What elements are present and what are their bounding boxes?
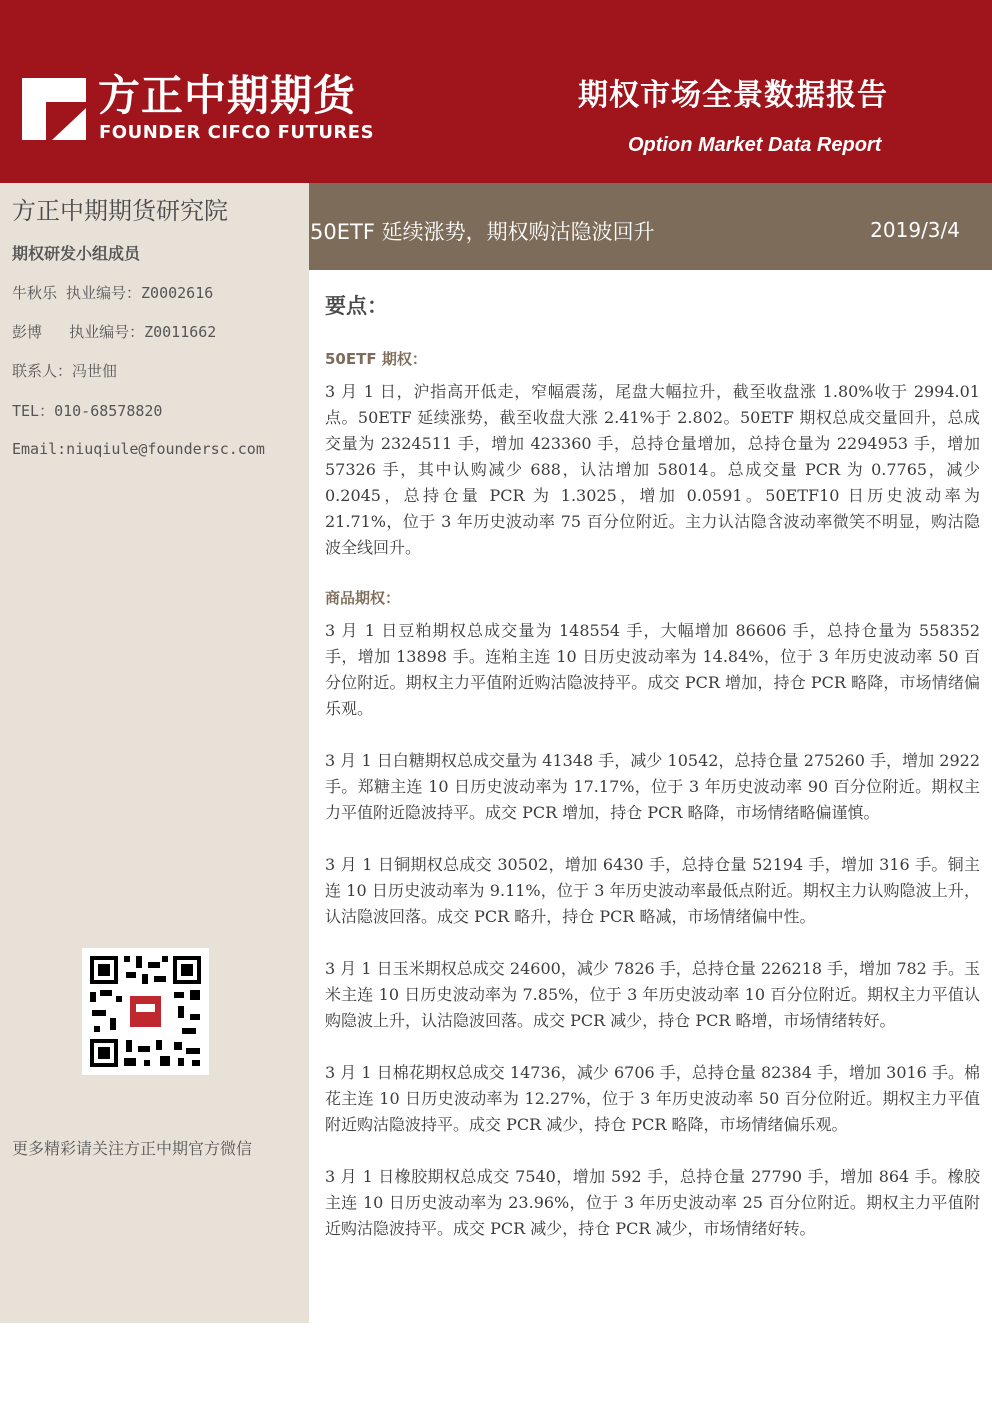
team-title: 期权研发小组成员 bbox=[12, 244, 141, 263]
report-header bbox=[0, 0, 992, 183]
commodity-paragraph: 3 月 1 日棉花期权总成交 14736，减少 6706 手，总持仓量 82384 手，增加 3016 手。棉花主连 10 日历史波动率为 12.27%，位于 3 年历史波动率 50 百分位附近。期权主力平值附近购沽隐波持平。成交 PCR 减少，持仓 PCR 略降，市场情绪偏乐观。 bbox=[325, 1063, 980, 1134]
brand-name-cn: 方正中期期货 bbox=[98, 71, 357, 120]
etf-section-heading: 50ETF 期权： bbox=[325, 350, 427, 368]
commodity-paragraph: 3 月 1 日玉米期权总成交 24600，减少 7826 手，总持仓量 226218 手，增加 782 手。玉米主连 10 日历史波动率为 7.85%，位于 3 年历史波动率 10 百分位附近。期权主力平值认购隐波上升，认沽隐波回落。成交 PCR 减少，持仓 PCR 略增，市场情绪转好。 bbox=[325, 959, 980, 1030]
report-headline: 50ETF 延续涨势，期权购沽隐波回升 bbox=[310, 220, 655, 244]
main-content bbox=[325, 290, 980, 1268]
team-member: 彭博 执业编号：Z0011662 bbox=[12, 323, 217, 341]
contact-email[interactable]: Email:niuqiule@foundersc.com bbox=[12, 440, 265, 458]
qr-code-icon bbox=[82, 948, 209, 1075]
commodity-paragraph: 3 月 1 日白糖期权总成交量为 41348 手，减少 10542，总持仓量 275260 手，增加 2922 手。郑糖主连 10 日历史波动率为 17.17%，位于 3 年历史波动率 90 百分位附近。期权主力平值附近隐波持平。成交 PCR 增加，持仓 PCR 略降，市场情绪略偏谨慎。 bbox=[325, 751, 980, 822]
report-title-cn: 期权市场全景数据报告 bbox=[578, 78, 888, 113]
commodity-paragraph: 3 月 1 日铜期权总成交 30502，增加 6430 手，总持仓量 52194 手，增加 316 手。铜主连 10 日历史波动率为 9.11%，位于 3 年历史波动率最低点附近。期权主力认购隐波上升，认沽隐波回落。成交 PCR 略升，持仓 PCR 略减，市场情绪偏中性。 bbox=[325, 855, 980, 926]
brand-name-en: FOUNDER CIFCO FUTURES bbox=[99, 122, 375, 143]
team-member: 牛秋乐 执业编号：Z0002616 bbox=[12, 284, 214, 302]
contact-person: 联系人：冯世佃 bbox=[12, 362, 118, 380]
etf-section-text: 3 月 1 日，沪指高开低走，窄幅震荡，尾盘大幅拉升，截至收盘涨 1.80%收于 2994.01 点。50ETF 延续涨势，截至收盘大涨 2.41%于 2.802。50ETF 期权总成交量回升，总成交量为 2324511 手，增加 423360 手，总持仓量增加，总持仓量为 2294953 手，增加 57326 手，其中认购减少 688，认沽增加 58014。总成交量 PCR 为 0.7765，减少 0.2045，总持仓量 PCR 为 1.3025，增加 0.0591。50ETF10 日历史波动率为 21.71%，位于 3 年历史波动率 75 百分位附近。主力认沽隐含波动率微笑不明显，购沽隐波全线回升。 bbox=[325, 382, 980, 557]
report-title-en: Option Market Data Report bbox=[628, 134, 882, 156]
contact-tel: TEL：010-68578820 bbox=[12, 402, 163, 420]
key-points-heading: 要点： bbox=[325, 294, 388, 318]
report-date: 2019/3/4 bbox=[870, 218, 960, 242]
commodity-section-heading: 商品期权： bbox=[325, 589, 401, 607]
follow-wechat-text: 更多精彩请关注方正中期官方微信 bbox=[12, 1139, 253, 1158]
company-logo-icon bbox=[22, 78, 86, 140]
commodity-paragraph: 3 月 1 日橡胶期权总成交 7540，增加 592 手，总持仓量 27790 手，增加 864 手。橡胶主连 10 日历史波动率为 23.96%，位于 3 年历史波动率 25 百分位附近。期权主力平值附近购沽隐波持平。成交 PCR 减少，持仓 PCR 减少，市场情绪好转。 bbox=[325, 1167, 980, 1238]
commodity-paragraph: 3 月 1 日豆粕期权总成交量为 148554 手，大幅增加 86606 手，总持仓量为 558352 手，增加 13898 手。连粕主连 10 日历史波动率为 14.84%，位于 3 年历史波动率 50 百分位附近。期权主力平值附近购沽隐波持平。成交 PCR 增加，持仓 PCR 略降，市场情绪偏乐观。 bbox=[325, 621, 980, 718]
institute-name: 方正中期期货研究院 bbox=[12, 197, 228, 225]
